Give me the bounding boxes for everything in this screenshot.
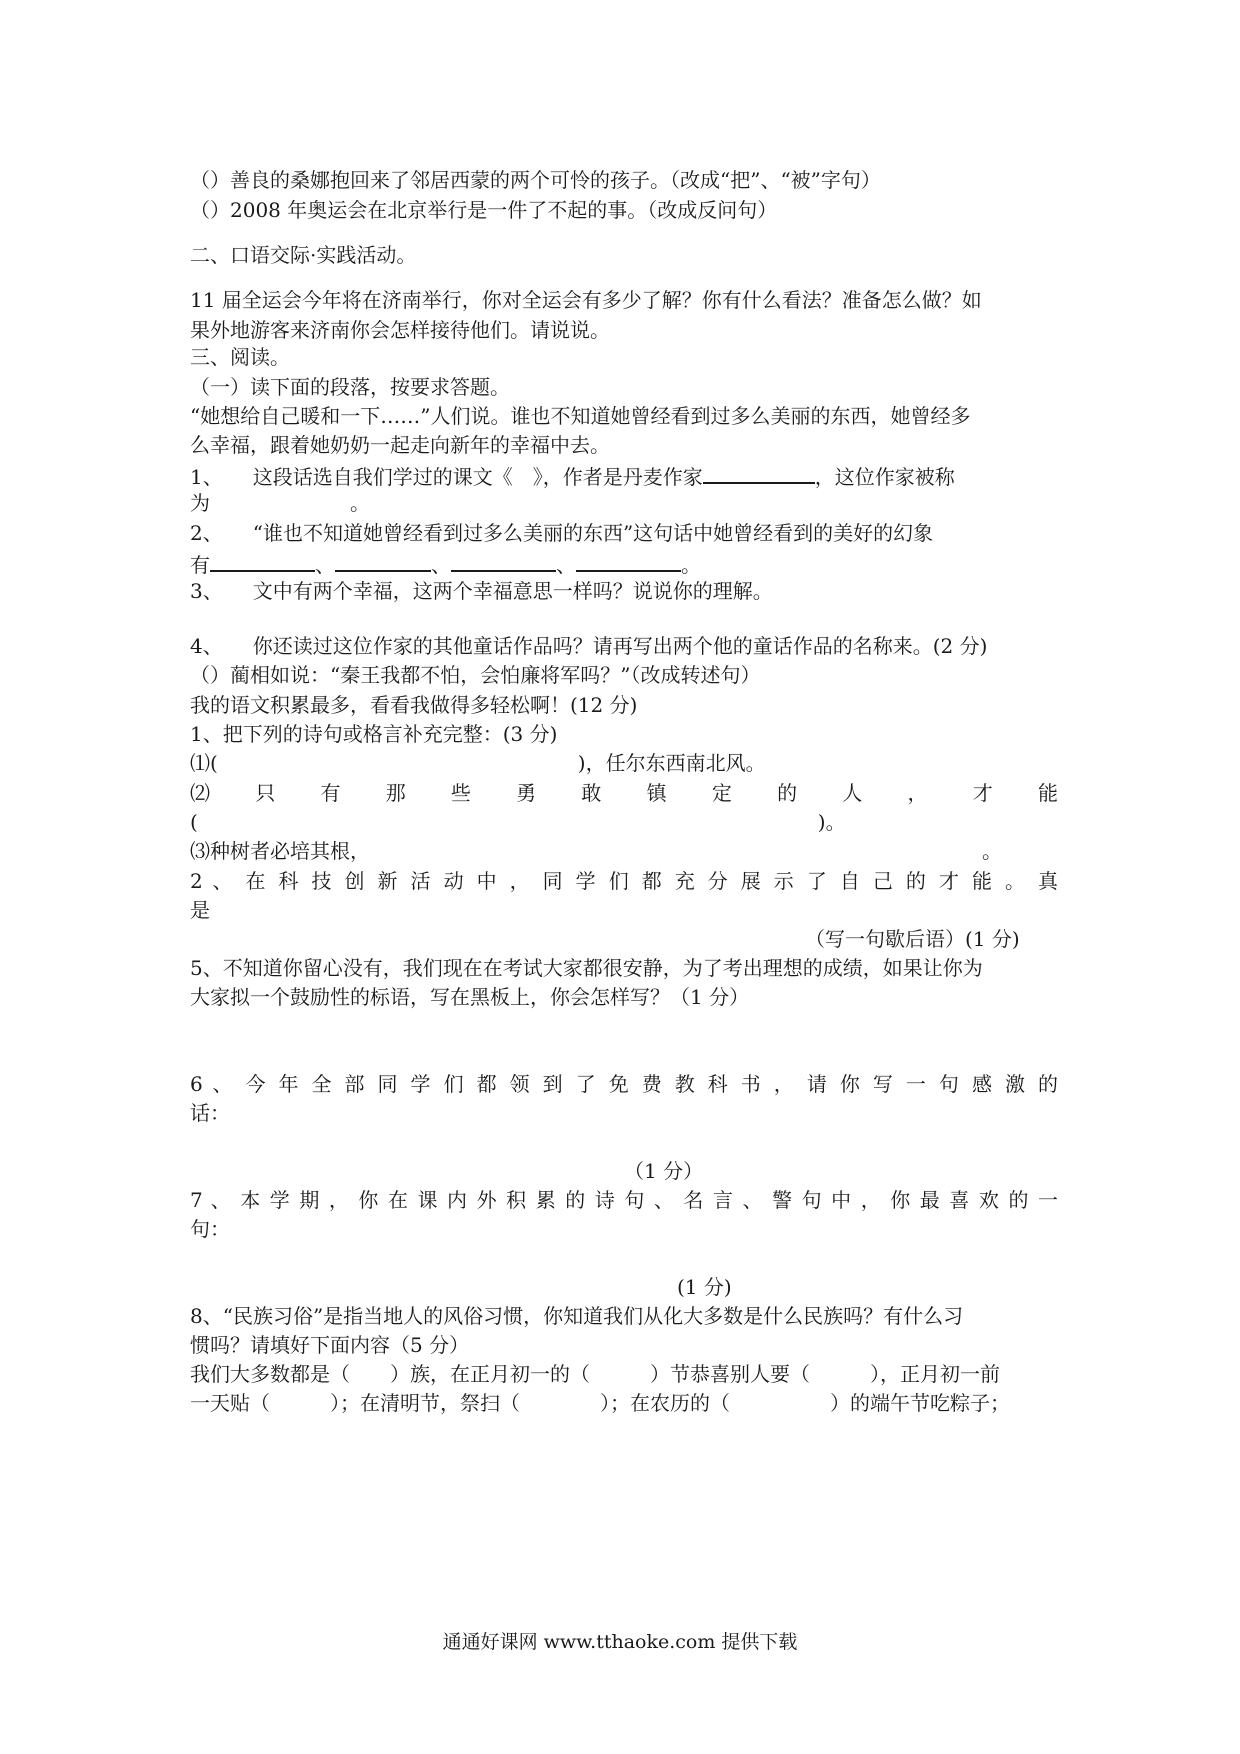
accum-question-1-2: ⑵ 只 有 那 些 勇 敢 镇 定 的 人 ， 才 能 [190,781,1058,805]
answer-blank[interactable] [703,460,815,484]
subsection-heading: （一）读下面的段落，按要求答题。 [190,375,510,399]
accum-question-6: 6 、 今 年 全 部 同 学 们 都 领 到 了 免 费 教 科 书 ， 请 你 写 一 句 感 激 的 [190,1072,1058,1096]
separator: 、 [556,553,576,577]
answer-blank[interactable] [451,548,556,572]
accum-question-5-line-1: 5、不知道你留心没有，我们现在在考试大家都很安静，为了考出理想的成绩，如果让你为 [190,956,983,980]
accum-question-1-3-end: 。 [982,839,1002,863]
accum-question-1-2-blank: ( )。 [190,810,846,834]
reading-question-1-cont: 为 。 [190,491,370,515]
accum-question-1-3: ⑶种树者必培其根， [190,839,370,863]
reading-question-2-blanks [190,548,701,579]
section-heading-oral: 二、口语交际·实践活动。 [190,243,417,267]
answer-blank[interactable] [210,548,315,572]
oral-question-line-2: 果外地游客来济南你会怎样接待他们。请说说。 [190,318,610,342]
accum-question-6-cont: 话： [190,1101,230,1125]
accum-question-8-line-1: 8、“民族习俗”是指当地人的风俗习惯，你知道我们从化大多数是什么民族吗？有什么习 [190,1304,964,1328]
accum-question-2-cont: 是 [190,898,210,922]
reading-question-4: 4、 你还读过这位作家的其他童话作品吗？请再写出两个他的童话作品的名称来。(2 分) [190,634,988,658]
accum-question-1-1: ⑴( )，任尔东西南北风。 [190,751,766,775]
question-text: ，这位作家被称 [814,465,955,489]
accum-question-8-line-3: 我们大多数都是（ ）族，在正月初一的（ ）节恭喜别人要（ ），正月初一前 [190,1362,1000,1386]
reading-question-3: 3、 文中有两个幸福，这两个幸福意思一样吗？说说你的理解。 [190,579,773,603]
separator: 、 [315,553,335,577]
accum-question-8-line-4: 一天贴（ ）；在清明节，祭扫（ ）；在农历的（ ）的端午节吃粽子； [190,1391,1010,1415]
accum-question-7: 7 、 本 学 期 ， 你 在 课 内 外 积 累 的 诗 句 、 名 言 、 警 句 中 ， 你 最 喜 欢 的 一 [190,1188,1058,1212]
accum-question-5-line-2: 大家拟一个鼓励性的标语，写在黑板上，你会怎样写？（1 分） [190,985,750,1009]
passage-line-1: “她想给自己暖和一下……”人们说。谁也不知道她曾经看到过多么美丽的东西，她曾经多 [190,404,971,428]
question-indirect-speech: （）蔺相如说：“秦王我都不怕，会怕廉将军吗？”（改成转述句） [190,663,761,687]
question-rhetorical: （）2008 年奥运会在北京举行是一件了不起的事。（改成反问句） [190,198,778,222]
page-footer: 通通好课网 www.tthaoke.com 提供下载 [442,1631,798,1653]
reading-question-2: 2、 “谁也不知道她曾经看到过多么美丽的东西”这句话中她曾经看到的美好的幻象 [190,521,934,545]
question-text: 有 [190,553,210,577]
accum-question-7-score: (1 分) [677,1275,732,1299]
period: 。 [681,553,701,577]
answer-blank[interactable] [576,548,681,572]
answer-blank[interactable] [335,548,431,572]
reading-question-1 [190,460,955,491]
section-heading-reading: 三、阅读。 [190,345,290,369]
passage-line-2: 么幸福，跟着她奶奶一起走向新年的幸福中去。 [190,433,610,457]
accum-question-7-cont: 句： [190,1217,230,1241]
section-heading-accumulation: 我的语文积累最多，看看我做得多轻松啊！(12 分) [190,693,638,717]
question-ba-bei: （）善良的桑娜抱回来了邻居西蒙的两个可怜的孩子。（改成“把”、“被”字句） [190,168,881,192]
accum-question-6-score: （1 分） [624,1159,704,1183]
question-text: 1、 这段话选自我们学过的课文《 》，作者是丹麦作家 [190,465,703,489]
accum-question-1: 1、把下列的诗句或格言补充完整：(3 分) [190,722,558,746]
separator: 、 [431,553,451,577]
oral-question-line-1: 11 届全运会今年将在济南举行，你对全运会有多少了解？你有什么看法？准备怎么做？如 [190,288,982,312]
accum-question-8-line-2: 惯吗？请填好下面内容（5 分） [190,1333,470,1357]
accum-question-2-hint: （写一句歇后语）(1 分) [805,927,1020,951]
accum-question-2: 2 、 在 科 技 创 新 活 动 中 ， 同 学 们 都 充 分 展 示 了 自 己 的 才 能 。 真 [190,869,1058,893]
